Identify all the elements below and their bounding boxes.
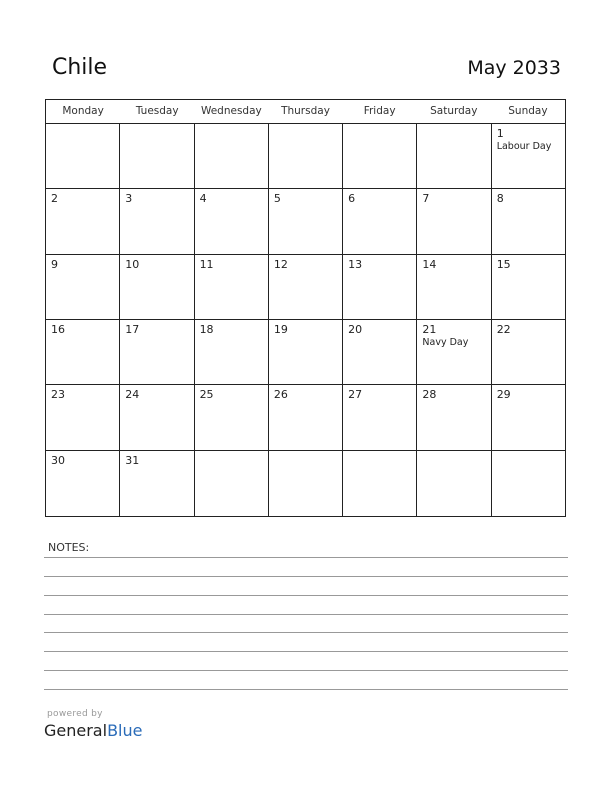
day-cell <box>120 255 194 319</box>
day-cell <box>417 255 491 319</box>
day-number: 15 <box>496 257 511 271</box>
country-title: Chile <box>52 55 108 80</box>
day-number: 13 <box>348 257 363 271</box>
day-cell <box>195 255 269 319</box>
week-row <box>46 451 565 516</box>
day-number: 21 <box>422 322 437 336</box>
day-cell <box>195 189 269 253</box>
day-number: 30 <box>51 453 65 467</box>
week-row <box>46 255 565 320</box>
day-number: 20 <box>348 322 363 336</box>
day-number: 24 <box>125 388 140 402</box>
day-number: 9 <box>51 257 58 271</box>
holiday-label: Navy Day <box>422 336 469 348</box>
day-cell <box>195 451 269 516</box>
day-cell <box>269 451 343 516</box>
day-cell <box>46 385 120 449</box>
day-cell <box>120 320 194 384</box>
day-cell <box>343 320 417 384</box>
day-number: 29 <box>496 388 511 402</box>
brand-general-text: General <box>44 721 108 740</box>
day-number: 16 <box>51 322 65 336</box>
day-number: 5 <box>273 192 281 206</box>
day-cell <box>417 189 491 253</box>
weekday-tuesday: Tuesday <box>135 105 179 117</box>
notes-line <box>44 632 568 633</box>
month-title: May 2033 <box>467 57 561 79</box>
day-number: 3 <box>125 192 133 206</box>
day-number: 31 <box>125 453 140 467</box>
day-cell <box>492 320 565 384</box>
week-row <box>46 320 565 385</box>
weekday-header-row <box>46 100 565 124</box>
day-cell <box>343 124 417 188</box>
notes-line <box>44 651 568 652</box>
powered-by-text: powered by <box>47 709 103 719</box>
generalblue-logo[interactable] <box>44 721 142 740</box>
day-cell <box>492 255 565 319</box>
day-number: 12 <box>273 257 288 271</box>
notes-line <box>44 689 568 690</box>
day-cell <box>417 124 491 188</box>
week-row <box>46 385 565 450</box>
day-cell <box>343 451 417 516</box>
day-cell <box>417 385 491 449</box>
weekday-saturday: Saturday <box>430 105 478 117</box>
day-cell <box>195 385 269 449</box>
day-cell <box>195 124 269 188</box>
day-cell <box>343 189 417 253</box>
day-number: 4 <box>199 192 207 206</box>
notes-line <box>44 576 568 577</box>
calendar-weeks <box>46 124 565 516</box>
day-number: 2 <box>51 192 58 206</box>
day-cell <box>492 124 565 188</box>
day-number: 28 <box>422 388 437 402</box>
holiday-label: Labour Day <box>496 141 552 152</box>
day-cell <box>46 451 120 516</box>
day-cell <box>269 124 343 188</box>
day-cell <box>195 320 269 384</box>
day-cell <box>492 189 565 253</box>
day-number: 10 <box>125 257 140 271</box>
day-number: 7 <box>422 192 430 206</box>
day-cell <box>46 255 120 319</box>
day-cell <box>120 124 194 188</box>
weekday-thursday: Thursday <box>281 105 330 117</box>
day-number: 6 <box>348 192 356 206</box>
day-number: 19 <box>273 322 288 336</box>
day-cell <box>492 385 565 449</box>
day-cell <box>492 451 565 516</box>
day-cell <box>120 385 194 449</box>
day-number: 22 <box>496 322 511 336</box>
day-cell <box>46 124 120 188</box>
weekday-sunday: Sunday <box>508 105 548 117</box>
weekday-wednesday: Wednesday <box>200 105 262 117</box>
day-number: 11 <box>199 257 214 271</box>
day-number: 27 <box>348 388 363 402</box>
brand-blue-text: Blue <box>107 721 143 740</box>
day-number: 23 <box>51 388 65 402</box>
day-cell <box>417 320 491 384</box>
notes-line <box>44 557 568 558</box>
calendar-grid <box>45 99 566 517</box>
day-cell <box>269 189 343 253</box>
day-cell <box>46 189 120 253</box>
weekday-friday: Friday <box>363 105 396 117</box>
notes-line <box>44 595 568 596</box>
day-number: 18 <box>199 322 214 336</box>
week-row <box>46 189 565 254</box>
day-number: 14 <box>422 257 437 271</box>
notes-label: NOTES: <box>48 541 90 554</box>
day-cell <box>269 255 343 319</box>
day-cell <box>343 385 417 449</box>
day-cell <box>417 451 491 516</box>
notes-line <box>44 670 568 671</box>
day-number: 17 <box>125 322 140 336</box>
day-cell <box>46 320 120 384</box>
day-cell <box>269 385 343 449</box>
week-row <box>46 124 565 189</box>
day-number: 26 <box>273 388 288 402</box>
day-cell <box>343 255 417 319</box>
day-cell <box>269 320 343 384</box>
weekday-monday: Monday <box>62 105 104 117</box>
notes-line <box>44 614 568 615</box>
day-number: 25 <box>199 388 214 402</box>
day-cell <box>120 451 194 516</box>
day-cell <box>120 189 194 253</box>
day-number: 8 <box>496 192 504 206</box>
day-number: 1 <box>496 127 504 140</box>
